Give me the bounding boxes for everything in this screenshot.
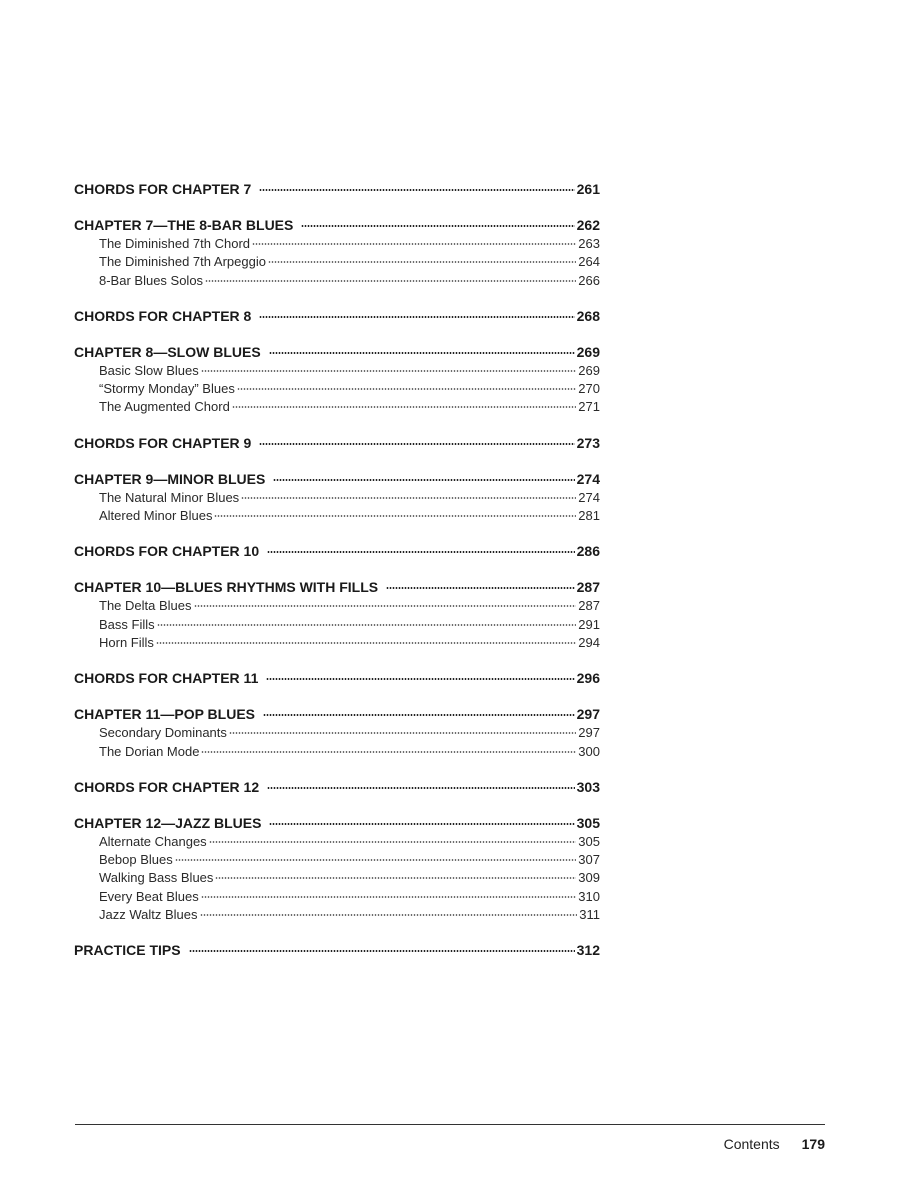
toc-entry-page: 309 xyxy=(578,870,600,886)
toc-entry-title: “Stormy Monday” Blues xyxy=(99,381,235,397)
toc-entry-page: 261 xyxy=(576,181,600,197)
dot-leader xyxy=(157,624,577,626)
dot-leader xyxy=(268,261,576,263)
toc-entry-title: Bass Fills xyxy=(99,616,155,632)
toc-subentry xyxy=(74,634,600,652)
toc-entry-title: CHORDS FOR CHAPTER 9 xyxy=(74,434,252,451)
toc-entry xyxy=(74,470,600,489)
dot-leader xyxy=(263,714,575,716)
dot-leader xyxy=(200,914,578,916)
toc-entry-page: 287 xyxy=(578,598,600,614)
toc-entry-page: 287 xyxy=(576,579,600,596)
toc-entry-page: 286 xyxy=(576,543,600,560)
dot-leader xyxy=(201,370,577,372)
toc-entry-title: Jazz Waltz Blues xyxy=(99,907,198,923)
toc-entry-page: 274 xyxy=(578,489,600,505)
dot-leader xyxy=(237,388,576,390)
toc-subentry xyxy=(74,869,600,887)
toc-entry xyxy=(74,307,600,326)
toc-entry-page: 296 xyxy=(576,670,600,687)
dot-leader xyxy=(201,896,577,898)
toc-subentry xyxy=(74,507,600,525)
toc-entry xyxy=(74,216,600,235)
toc-section xyxy=(74,705,600,761)
dot-leader xyxy=(259,443,574,445)
toc-section xyxy=(74,180,600,199)
toc-entry-title: 8-Bar Blues Solos xyxy=(99,272,204,288)
toc-entry-page: 266 xyxy=(578,272,600,288)
toc-entry-title: The Delta Blues xyxy=(99,598,192,614)
toc-subentry xyxy=(74,253,600,271)
dot-leader xyxy=(241,497,576,499)
dot-leader xyxy=(194,605,577,607)
toc-entry-page: 262 xyxy=(576,217,600,233)
toc-entry-page: 300 xyxy=(578,743,600,759)
dot-leader xyxy=(269,823,574,825)
toc-section xyxy=(74,578,600,652)
table-of-contents xyxy=(74,180,600,977)
toc-entry-page: 281 xyxy=(578,508,600,524)
toc-entry-title: Basic Slow Blues xyxy=(99,362,199,378)
dot-leader xyxy=(267,551,575,553)
dot-leader xyxy=(386,587,575,589)
page-number: 179 xyxy=(801,1136,825,1152)
toc-entry-title: CHAPTER 7—THE 8-BAR BLUES xyxy=(74,217,294,233)
toc-entry xyxy=(74,814,600,833)
toc-entry-page: 305 xyxy=(578,833,600,849)
toc-entry-title: Walking Bass Blues xyxy=(99,870,214,886)
dot-leader xyxy=(259,189,574,191)
toc-entry xyxy=(74,434,600,453)
toc-subentry xyxy=(74,743,600,761)
dot-leader xyxy=(201,751,576,753)
toc-section xyxy=(74,669,600,688)
toc-entry-title: CHORDS FOR CHAPTER 8 xyxy=(74,307,252,324)
toc-section xyxy=(74,941,600,960)
toc-entry-title: CHAPTER 10—BLUES RHYTHMS WITH FILLS xyxy=(74,579,379,596)
toc-entry-title: The Augmented Chord xyxy=(99,399,230,415)
toc-entry-page: 307 xyxy=(578,852,600,868)
toc-entry-page: 269 xyxy=(576,343,600,360)
dot-leader xyxy=(175,859,577,861)
toc-subentry xyxy=(74,380,600,398)
dot-leader xyxy=(252,243,576,245)
footer-label: Contents xyxy=(723,1136,780,1152)
toc-entry-page: 270 xyxy=(578,381,600,397)
toc-entry-page: 264 xyxy=(578,254,600,270)
toc-subentry xyxy=(74,235,600,253)
toc-entry-title: CHAPTER 12—JAZZ BLUES xyxy=(74,814,262,831)
toc-section xyxy=(74,307,600,326)
toc-section xyxy=(74,778,600,797)
toc-entry xyxy=(74,343,600,362)
toc-section xyxy=(74,343,600,417)
toc-entry-page: 310 xyxy=(578,888,600,904)
toc-subentry xyxy=(74,597,600,615)
toc-subentry xyxy=(74,888,600,906)
toc-entry-title: Altered Minor Blues xyxy=(99,508,213,524)
page-footer xyxy=(724,1136,825,1152)
dot-leader xyxy=(229,732,576,734)
toc-entry-title: Every Beat Blues xyxy=(99,888,199,904)
toc-entry-title: Bebop Blues xyxy=(99,852,173,868)
toc-subentry xyxy=(74,851,600,869)
toc-entry xyxy=(74,180,600,199)
toc-section xyxy=(74,542,600,561)
toc-entry xyxy=(74,705,600,724)
toc-entry-title: Horn Fills xyxy=(99,634,154,650)
toc-entry-title: Alternate Changes xyxy=(99,833,207,849)
toc-subentry xyxy=(74,616,600,634)
toc-section xyxy=(74,216,600,290)
toc-entry-page: 274 xyxy=(576,470,600,487)
dot-leader xyxy=(266,678,574,680)
dot-leader xyxy=(267,787,575,789)
toc-entry xyxy=(74,542,600,561)
toc-section xyxy=(74,470,600,526)
toc-entry-page: 297 xyxy=(576,706,600,723)
toc-entry-page: 303 xyxy=(576,778,600,795)
toc-subentry xyxy=(74,398,600,416)
toc-entry-title: The Diminished 7th Chord xyxy=(99,236,251,251)
toc-section xyxy=(74,814,600,924)
toc-entry-page: 297 xyxy=(578,725,600,741)
dot-leader xyxy=(259,316,574,318)
toc-entry-title: CHORDS FOR CHAPTER 10 xyxy=(74,543,260,560)
toc-entry-title: CHAPTER 8—SLOW BLUES xyxy=(74,343,261,360)
toc-entry-title: CHORDS FOR CHAPTER 11 xyxy=(74,670,259,687)
toc-entry-title: Secondary Dominants xyxy=(99,725,227,741)
toc-entry xyxy=(74,669,600,688)
dot-leader xyxy=(232,406,576,408)
toc-subentry xyxy=(74,362,600,380)
toc-entry-title: CHAPTER 11—POP BLUES xyxy=(74,706,256,723)
toc-entry-title: CHORDS FOR CHAPTER 7 xyxy=(74,181,252,197)
dot-leader xyxy=(189,950,575,952)
dot-leader xyxy=(214,515,576,517)
dot-leader xyxy=(301,225,574,227)
toc-entry xyxy=(74,578,600,597)
dot-leader xyxy=(156,642,576,644)
dot-leader xyxy=(273,479,574,481)
dot-leader xyxy=(205,280,576,282)
toc-entry-page: 268 xyxy=(576,307,600,324)
toc-entry-title: CHAPTER 9—MINOR BLUES xyxy=(74,470,266,487)
toc-entry-page: 311 xyxy=(579,907,600,923)
toc-entry-title: The Natural Minor Blues xyxy=(99,489,240,505)
toc-subentry xyxy=(74,833,600,851)
toc-entry xyxy=(74,778,600,797)
toc-entry xyxy=(74,941,600,960)
toc-entry-page: 271 xyxy=(578,399,600,415)
footer-rule xyxy=(75,1124,825,1125)
dot-leader xyxy=(209,841,577,843)
toc-entry-title: PRACTICE TIPS xyxy=(74,942,181,959)
toc-entry-title: The Diminished 7th Arpeggio xyxy=(99,254,266,270)
toc-subentry xyxy=(74,272,600,290)
toc-entry-page: 263 xyxy=(578,236,600,251)
toc-section xyxy=(74,434,600,453)
toc-subentry xyxy=(74,724,600,742)
toc-entry-page: 273 xyxy=(576,434,600,451)
toc-entry-page: 291 xyxy=(578,616,600,632)
toc-entry-page: 305 xyxy=(576,814,600,831)
toc-entry-title: The Dorian Mode xyxy=(99,743,200,759)
dot-leader xyxy=(215,877,576,879)
toc-entry-page: 269 xyxy=(578,362,600,378)
toc-entry-title: CHORDS FOR CHAPTER 12 xyxy=(74,778,260,795)
toc-entry-page: 312 xyxy=(576,942,600,959)
dot-leader xyxy=(269,352,575,354)
toc-entry-page: 294 xyxy=(578,634,600,650)
toc-subentry xyxy=(74,489,600,507)
toc-subentry xyxy=(74,906,600,924)
